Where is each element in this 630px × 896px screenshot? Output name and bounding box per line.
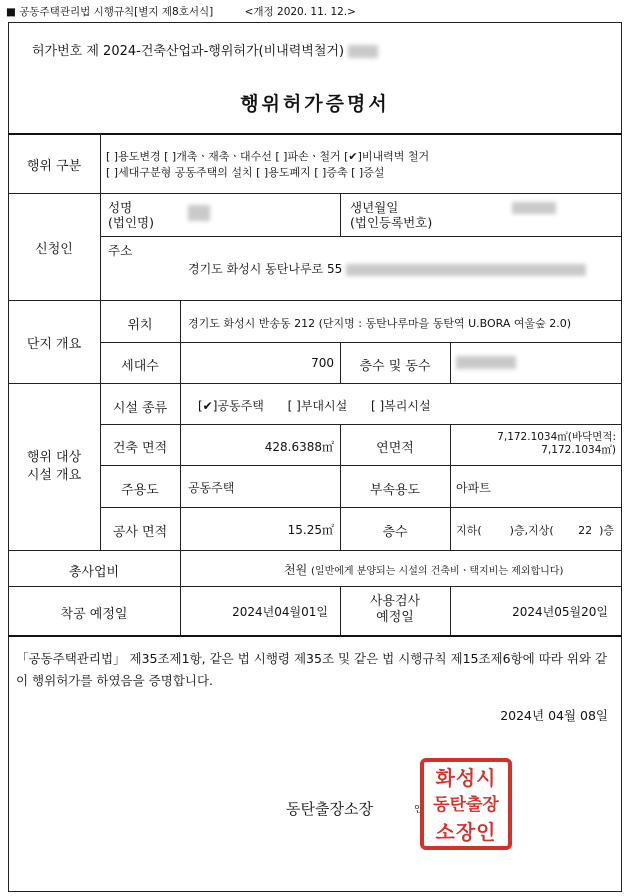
issue-date: 2024년 04월 08일 (500, 708, 608, 723)
location-label: 위치 (127, 318, 153, 333)
checkbox-extension[interactable]: [ ]증축 (314, 166, 348, 179)
action-type-line-2 (106, 165, 429, 181)
redacted-floors (456, 356, 516, 369)
building-area-label: 건축 면적 (112, 441, 168, 456)
address-value: 경기도 화성시 동탄나루로 55 (188, 260, 586, 277)
inspection-date-value: 2024년05월20일 (512, 605, 608, 619)
name-label: 성명 (법인명) (108, 200, 154, 230)
floors-value: 지하( )층,지상( 22 )층 (456, 524, 614, 537)
revision-date: <개정 2020. 11. 12.> (244, 6, 356, 18)
cost-unit: 천원 (284, 563, 308, 577)
total-cost-value (284, 561, 563, 578)
form-header (6, 4, 356, 19)
issuer-name: 동탄출장소장 (286, 800, 373, 818)
certification-statement: 「공동주택관리법」 제35조제1항, 같은 법 시행령 제35조 및 같은 법 시행규칙 제15조제6항에 따라 위와 같이 행위허가를 하였음을 증명합니다. (16, 651, 608, 688)
start-date-value: 2024년04월01일 (232, 605, 328, 619)
cost-note: (일반에게 분양되는 시설의 건축비ㆍ택지비는 제외합니다) (311, 566, 564, 577)
households-label: 세대수 (121, 359, 159, 374)
sub-use-label: 부속용도 (369, 483, 421, 498)
location-value: 경기도 화성시 반송동 212 (단지명 : 동탄나루마을 동탄역 U.BORA 여울숲 2.0) (188, 317, 572, 330)
checkbox-apartment[interactable]: [✔]공동주택 (198, 399, 264, 413)
permit-number: 허가번호 제 2024-건축산업과-행위허가(비내력벽철거) (32, 40, 378, 59)
action-type-label: 행위 구분 (26, 159, 82, 174)
inspection-date-label: 사용검사 예정일 (369, 594, 421, 625)
total-area-value: 7,172.1034㎡(바닥면적: 7,172.1034㎡) (497, 431, 616, 456)
action-type-options (106, 149, 429, 181)
sub-use-value: 아파트 (456, 481, 491, 495)
redacted-block (348, 45, 378, 58)
redacted-address (346, 264, 586, 276)
complex-label: 단지 개요 (26, 337, 82, 352)
checkbox-change-use[interactable]: [ ]용도변경 (106, 150, 161, 163)
checkbox-ancillary[interactable]: [ ]부대시설 (287, 399, 348, 413)
address-label: 주소 (108, 243, 133, 258)
main-use-label: 주용도 (121, 483, 159, 498)
seal-mark: 인 (414, 805, 423, 815)
form-reference: ■ 공동주택관리법 시행규칙[별지 제8호서식] (6, 6, 214, 18)
floors-buildings-label: 층수 및 동수 (359, 359, 431, 374)
applicant-label: 신청인 (35, 242, 73, 257)
checkbox-demolish[interactable]: [ ]파손ㆍ철거 (275, 150, 341, 163)
facility-kind-options (198, 397, 431, 414)
document-title: 행위허가증명서 (240, 93, 390, 115)
redacted-birth (512, 202, 556, 214)
checkbox-abolish-use[interactable]: [ ]용도폐지 (256, 166, 311, 179)
checkbox-welfare[interactable]: [ ]복리시설 (371, 399, 431, 413)
households-value: 700 (311, 356, 334, 370)
birth-label: 생년월일 (법인등록번호) (350, 200, 433, 230)
facility-kind-label: 시설 종류 (112, 401, 168, 416)
floors-label: 층수 (382, 525, 408, 540)
checkbox-addition[interactable]: [ ]증설 (351, 166, 385, 179)
official-seal-stamp: 화성시 동탄출장 소장인 (420, 758, 512, 850)
start-date-label: 착공 예정일 (60, 607, 128, 622)
checkbox-non-bearing-wall[interactable]: [✔]비내력벽 철거 (344, 150, 430, 163)
building-area-value: 428.6388㎡ (264, 440, 334, 454)
total-area-label: 연면적 (376, 441, 414, 456)
work-area-label: 공사 면적 (112, 525, 168, 540)
main-use-value: 공동주택 (188, 481, 235, 495)
checkbox-split-unit[interactable]: [ ]세대구분형 공동주택의 설치 (106, 166, 253, 179)
redacted-name (188, 205, 210, 221)
checkbox-rebuild[interactable]: [ ]개축ㆍ재축ㆍ대수선 (164, 150, 272, 163)
work-area-value: 15.25㎡ (287, 523, 334, 537)
total-cost-label: 총사업비 (68, 565, 120, 580)
facility-label: 행위 대상 시설 개요 (26, 450, 82, 483)
action-type-line-1 (106, 149, 429, 165)
